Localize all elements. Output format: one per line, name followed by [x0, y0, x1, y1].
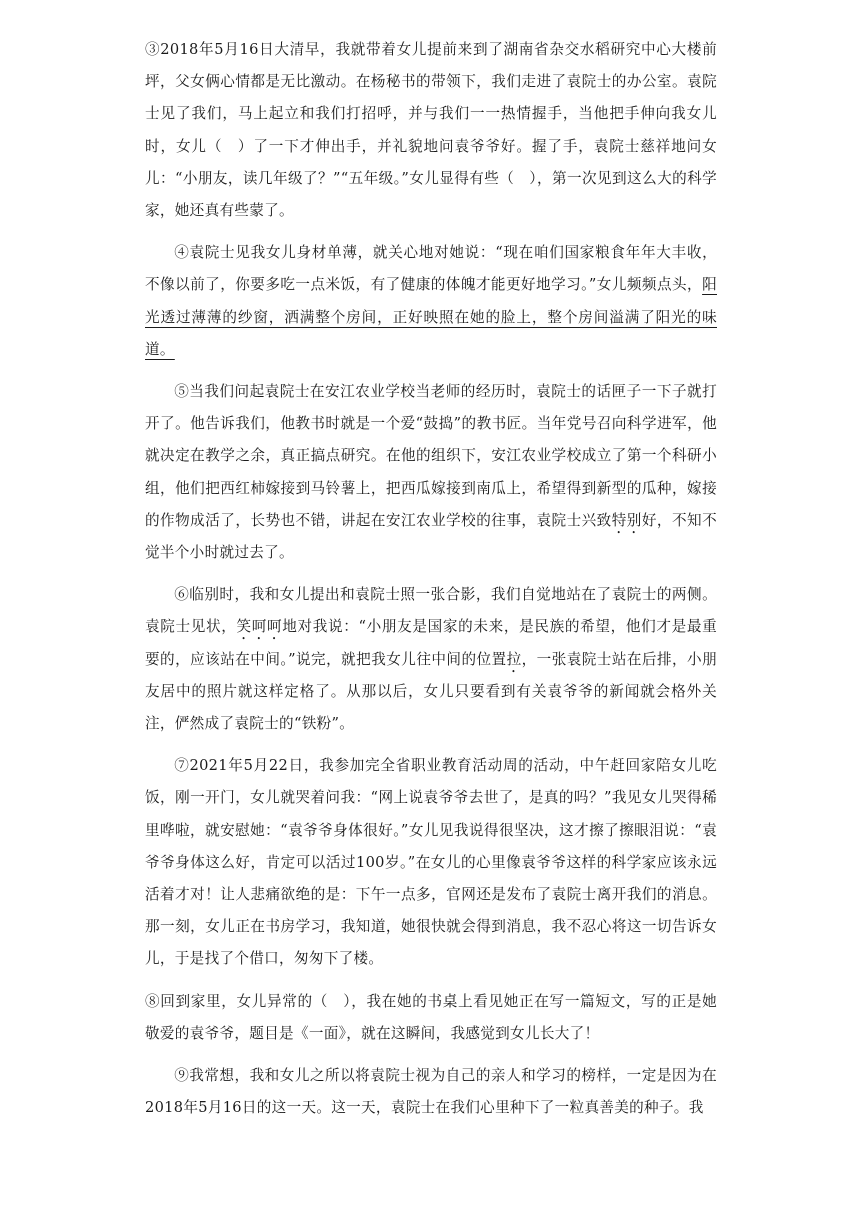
article-body — [145, 34, 717, 1135]
paragraph-6 — [145, 579, 717, 740]
paragraph-3-text: ③2018年5月16日大清早，我就带着女儿提前来到了湖南省杂交水稻研究中心大楼前坪，父女俩心情都是无比激动。在杨秘书的带领下，我们走进了袁院士的办公室。袁院士见了我们，马上起立和我们打招呼，并与我们一一热情握手，当他把手伸向我女儿时，女儿（ ）了一下才伸出手，并礼貌地问袁爷爷好。握了手，袁院士慈祥地问女儿：“小朋友，读几年级了？”“五年级。”女儿显得有些（ ），第一次见到这么大的科学家，她还真有些蒙了。 — [145, 41, 717, 220]
underlined-sentence: 阳光透过薄薄的纱窗，洒满整个房间，正好映照在她的脸上，整个房间溢满了阳光的味道。 — [145, 276, 717, 358]
paragraph-6-text-mid: 地对我说：“小朋友是国家的未来，是民族的希望，他们才是最重要的，应该站在中间。”说完，就把我女儿往中间的位置 — [145, 618, 717, 668]
dotted-word-xiaohehe: 笑呵呵 — [236, 618, 283, 636]
paragraph-9 — [145, 1060, 717, 1124]
paragraph-5-text-end: 好，不知不觉半个小时就过去了。 — [145, 511, 717, 562]
paragraph-9-text: ⑨我常想，我和女儿之所以将袁院士视为自己的亲人和学习的榜样，一定是因为在2018年5月16日的这一天。这一天，袁院士在我们心里种下了一粒真善美的种子。我 — [145, 1067, 717, 1117]
paragraph-6-text-end: ，一张袁院士站在后排，小朋友居中的照片就这样定格了。从那以后，女儿只要看到有关袁爷爷的新闻就会格外关注，俨然成了袁院士的“铁粉”。 — [145, 650, 717, 733]
paragraph-7-text: ⑦2021年5月22日，我参加完全省职业教育活动周的活动，中午赶回家陪女儿吃饭，刚一开门，女儿就哭着问我：“网上说袁爷爷去世了，是真的吗？”我见女儿哭得稀里哗啦，就安慰她：“袁爷爷身体很好。”女儿见我说得很坚决，这才擦了擦眼泪说：“袁爷爷身体这么好，肯定可以活过100岁。”在女儿的心里像袁爷爷这样的科学家应该永远活着才对！让人悲痛欲绝的是：下午一点多，官网还是发布了袁院士离开我们的消息。那一刻，女儿正在书房学习，我知道，她很快就会得到消息，我不忍心将这一切告诉女儿，于是找了个借口，匆匆下了楼。 — [145, 757, 717, 968]
paragraph-4-text: ④袁院士见我女儿身材单薄，就关心地对她说：“现在咱们国家粮食年年大丰收，不像以前了，你要多吃一点米饭，有了健康的体魄才能更好地学习。”女儿频频点头， — [145, 244, 717, 294]
dotted-word-tebie: 特别 — [611, 511, 642, 529]
paragraph-8 — [145, 986, 717, 1050]
paragraph-5 — [145, 376, 717, 569]
paragraph-5-text: ⑤当我们问起袁院士在安江农业学校当老师的经历时，袁院士的话匣子一下子就打开了。他告诉我们，他教书时就是一个爱“鼓捣”的教书匠。当年党号召向科学进军，他就决定在教学之余，真正搞点研究。在他的组织下，安江农业学校成立了第一个科研小组，他们把西红柿嫁接到马铃薯上，把西瓜嫁接到南瓜上，希望得到新型的瓜种，嫁接的作物成活了，长势也不错，讲起在安江农业学校的往事，袁院士兴致 — [145, 383, 717, 529]
dotted-word-la: 拉 — [506, 650, 522, 668]
paragraph-7 — [145, 750, 717, 975]
paragraph-4 — [145, 237, 717, 366]
paragraph-6-text: ⑥临别时，我和女儿提出和袁院士照一张合影，我们自觉地站在了袁院士的两侧。袁院士见状， — [145, 586, 717, 636]
paragraph-3 — [145, 34, 717, 227]
paragraph-8-text: ⑧回到家里，女儿异常的（ ），我在她的书桌上看见她正在写一篇短文，写的正是她敬爱的袁爷爷，题目是《一面》，就在这瞬间，我感觉到女儿长大了！ — [145, 992, 717, 1042]
